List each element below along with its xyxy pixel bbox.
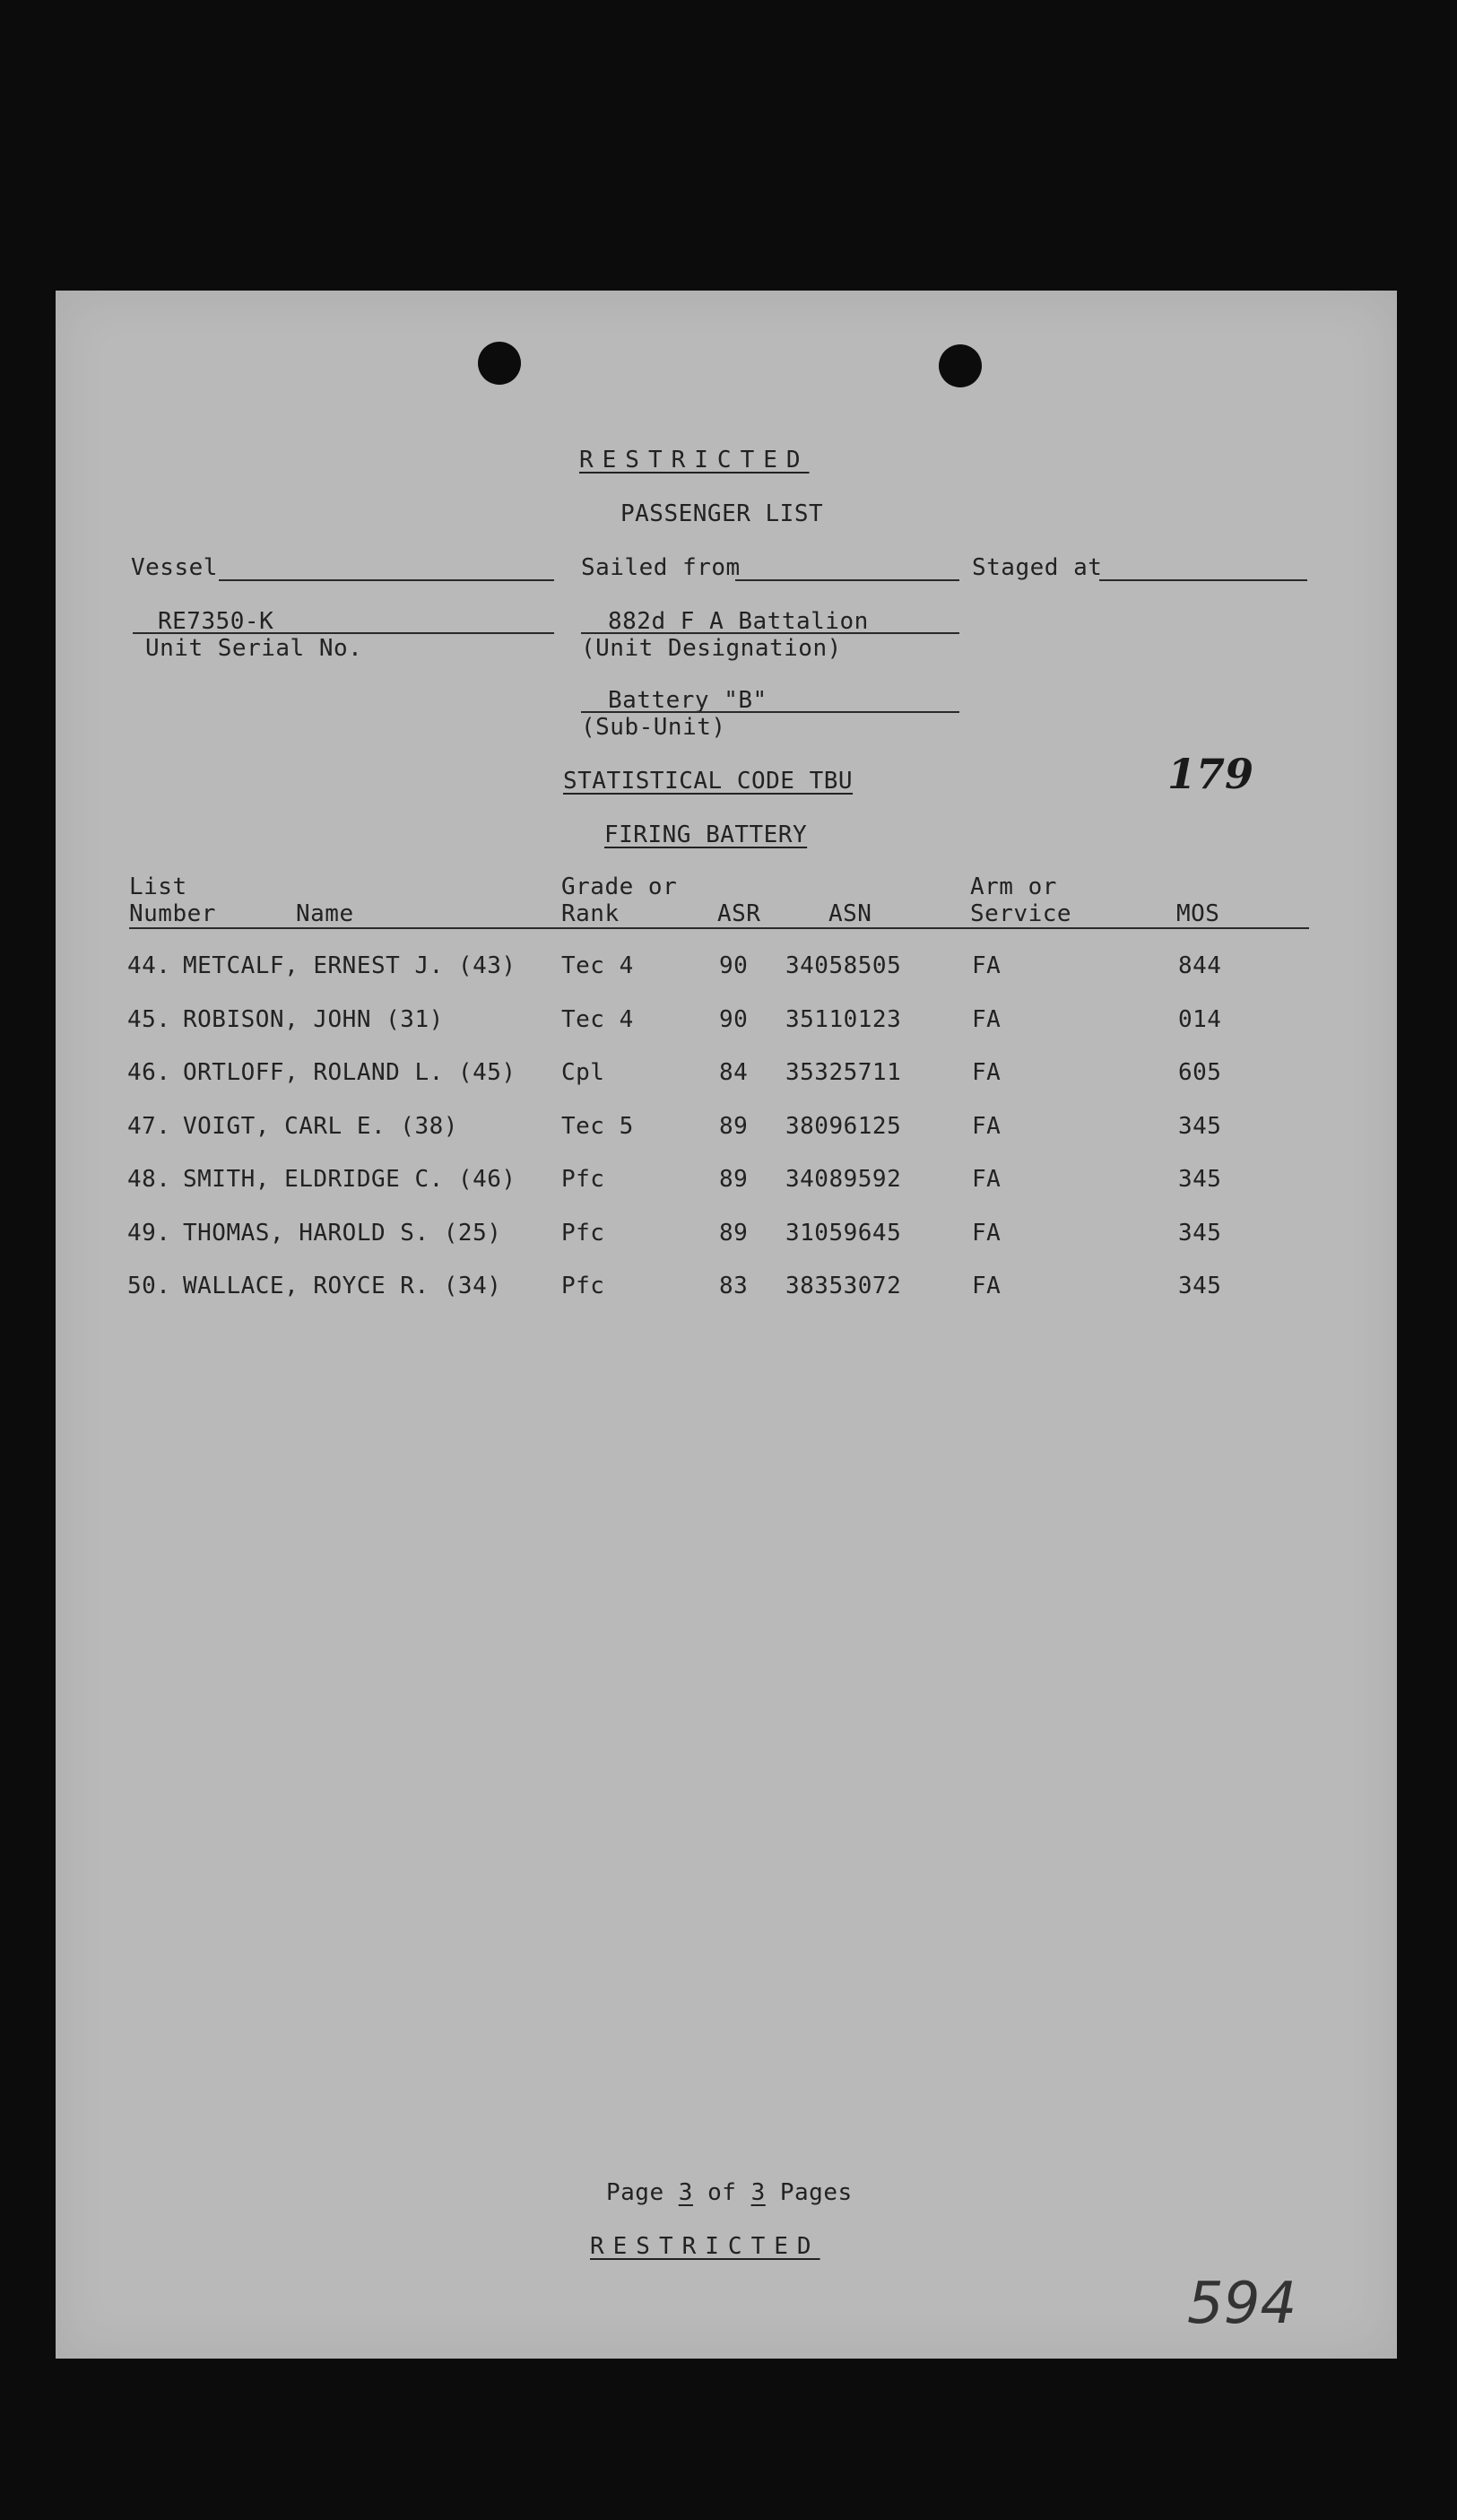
cell-grade: Pfc bbox=[561, 1166, 605, 1193]
cell-asr: 89 bbox=[719, 1112, 749, 1140]
cell-grade: Tec 4 bbox=[561, 952, 634, 979]
cell-asr: 83 bbox=[719, 1273, 749, 1299]
page-current: 3 bbox=[678, 2179, 693, 2206]
cell-name: METCALF, ERNEST J. (43) bbox=[183, 952, 516, 979]
cell-name: SMITH, ELDRIDGE C. (46) bbox=[183, 1166, 516, 1193]
cell-asn: 35325711 bbox=[785, 1059, 902, 1086]
unit-designation-label: (Unit Designation) bbox=[581, 635, 842, 662]
col-mos: MOS bbox=[1176, 900, 1220, 927]
sub-unit-value: Battery "B" bbox=[608, 687, 768, 714]
cell-asr: 89 bbox=[719, 1219, 749, 1247]
cell-arm: FA bbox=[972, 1166, 1002, 1193]
sailed-from-line bbox=[735, 579, 959, 581]
cell-grade: Pfc bbox=[561, 1273, 605, 1299]
cell-asn: 38096125 bbox=[785, 1112, 902, 1140]
col-list-number-2: Number bbox=[129, 900, 216, 927]
cell-num: 49. bbox=[127, 1219, 171, 1247]
punch-hole-left bbox=[478, 342, 521, 385]
cell-mos: 345 bbox=[1178, 1219, 1222, 1247]
cell-arm: FA bbox=[972, 1112, 1002, 1140]
cell-name: THOMAS, HAROLD S. (25) bbox=[183, 1219, 502, 1247]
handwritten-number-bottom: 594 bbox=[1187, 2271, 1297, 2337]
cell-name: ORTLOFF, ROLAND L. (45) bbox=[183, 1059, 516, 1086]
form-title: PASSENGER LIST bbox=[620, 500, 824, 527]
restricted-bottom: RESTRICTED bbox=[590, 2233, 820, 2260]
cell-asr: 84 bbox=[719, 1059, 749, 1086]
col-arm-2: Service bbox=[970, 900, 1072, 927]
cell-asn: 31059645 bbox=[785, 1219, 902, 1247]
cell-mos: 345 bbox=[1178, 1166, 1222, 1193]
unit-serial-label: Unit Serial No. bbox=[145, 635, 363, 662]
col-asr: ASR bbox=[717, 900, 761, 927]
header-rule bbox=[129, 927, 1309, 929]
cell-grade: Tec 5 bbox=[561, 1112, 634, 1140]
col-grade-1: Grade or bbox=[561, 873, 678, 900]
cell-grade: Pfc bbox=[561, 1219, 605, 1247]
page-total: 3 bbox=[750, 2179, 766, 2206]
cell-asr: 89 bbox=[719, 1166, 749, 1193]
cell-arm: FA bbox=[972, 1005, 1002, 1033]
cell-mos: 345 bbox=[1178, 1273, 1222, 1299]
col-name: Name bbox=[296, 900, 354, 927]
page-indicator bbox=[606, 2179, 853, 2206]
cell-grade: Cpl bbox=[561, 1059, 605, 1086]
cell-grade: Tec 4 bbox=[561, 1005, 634, 1033]
cell-num: 50. bbox=[127, 1273, 171, 1299]
cell-mos: 345 bbox=[1178, 1112, 1222, 1140]
cell-arm: FA bbox=[972, 1219, 1002, 1247]
document-sheet bbox=[56, 291, 1397, 2359]
cell-asn: 34089592 bbox=[785, 1166, 902, 1193]
cell-name: ROBISON, JOHN (31) bbox=[183, 1005, 444, 1033]
sailed-from-label: Sailed from bbox=[581, 554, 741, 581]
cell-num: 46. bbox=[127, 1059, 171, 1086]
cell-name: VOIGT, CARL E. (38) bbox=[183, 1112, 458, 1140]
cell-name: WALLACE, ROYCE R. (34) bbox=[183, 1273, 502, 1299]
unit-serial-line bbox=[133, 632, 554, 634]
staged-at-label: Staged at bbox=[972, 554, 1103, 581]
statistical-code: STATISTICAL CODE TBU bbox=[563, 768, 854, 795]
cell-arm: FA bbox=[972, 1273, 1002, 1299]
cell-mos: 844 bbox=[1178, 952, 1222, 979]
cell-num: 48. bbox=[127, 1166, 171, 1193]
cell-asn: 34058505 bbox=[785, 952, 902, 979]
pages-word: Pages bbox=[779, 2179, 853, 2206]
restricted-top: RESTRICTED bbox=[579, 447, 810, 474]
handwritten-number-top: 179 bbox=[1167, 750, 1254, 798]
sub-unit-line bbox=[581, 711, 959, 713]
section-title: FIRING BATTERY bbox=[604, 821, 808, 848]
punch-hole-right bbox=[939, 344, 982, 387]
cell-mos: 605 bbox=[1178, 1059, 1222, 1086]
cell-asn: 38353072 bbox=[785, 1273, 902, 1299]
staged-at-line bbox=[1099, 579, 1307, 581]
cell-arm: FA bbox=[972, 952, 1002, 979]
cell-num: 47. bbox=[127, 1112, 171, 1140]
of-word: of bbox=[707, 2179, 737, 2206]
unit-designation-line bbox=[581, 632, 959, 634]
unit-designation-value: 882d F A Battalion bbox=[608, 608, 869, 635]
vessel-label: Vessel bbox=[131, 554, 218, 581]
cell-mos: 014 bbox=[1178, 1005, 1222, 1033]
page-word: Page bbox=[606, 2179, 664, 2206]
cell-num: 44. bbox=[127, 952, 171, 979]
cell-num: 45. bbox=[127, 1005, 171, 1033]
cell-asr: 90 bbox=[719, 1005, 749, 1033]
cell-asr: 90 bbox=[719, 952, 749, 979]
unit-serial-value: RE7350-K bbox=[158, 608, 274, 635]
col-grade-2: Rank bbox=[561, 900, 620, 927]
col-asn: ASN bbox=[828, 900, 872, 927]
col-list-number-1: List bbox=[129, 873, 187, 900]
col-arm-1: Arm or bbox=[970, 873, 1057, 900]
cell-arm: FA bbox=[972, 1059, 1002, 1086]
sub-unit-label: (Sub-Unit) bbox=[581, 714, 726, 741]
cell-asn: 35110123 bbox=[785, 1005, 902, 1033]
vessel-line bbox=[219, 579, 554, 581]
